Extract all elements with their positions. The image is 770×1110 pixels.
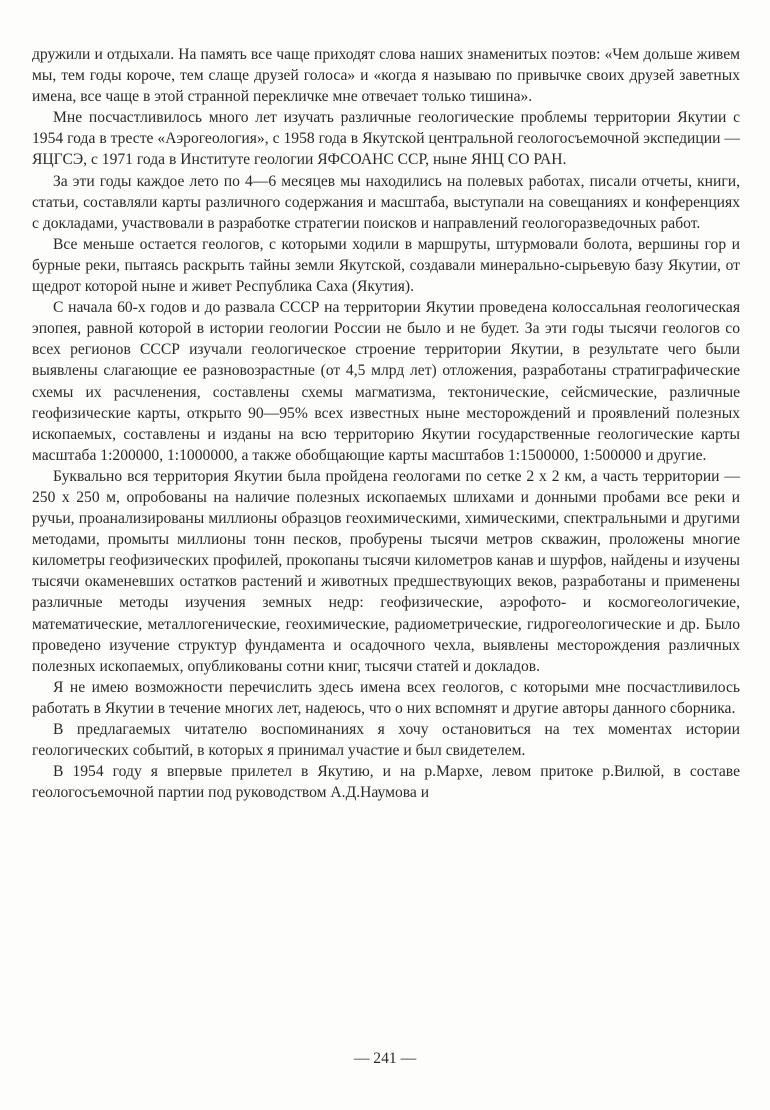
paragraph-5: С начала 60-х годов и до развала СССР на территории Якутии проведена колоссальная геологическая эпопея, равной которой в истории геологии России не было и не будет. За эти годы тысячи геологов со всех регионов СССР изучали геологическое строение территории Якутии, в результате чего были выявлены слагающие ее разновозрастные (от 4,5 млрд лет) отложения, разработаны стратиграфические схемы их расчленения, составлены схемы магматизма, тектонические, сейсмические, различные геофизические карты, открыто 90—95% всех известных ныне месторождений и проявлений полезных ископаемых, составлены и изданы на всю территорию Якутии государственные геологические карты масштаба 1:200000, 1:1000000, а также обобщающие карты масштабов 1:1500000, 1:500000 и другие. [32,299,740,464]
paragraph-8: В предлагаемых читателю воспоминаниях я хочу остановиться на тех моментах истории геологических событий, в которых я принимал участие и был свидетелем. [32,721,740,760]
paragraph-9: В 1954 году я впервые прилетел в Якутию, и на р.Мархе, левом притоке р.Вилюй, в составе геологосъемочной партии под руководством А.Д.Наумова и [32,763,740,802]
paragraph-4: Все меньше остается геологов, с которыми ходили в маршруты, штурмовали болота, вершины гор и бурные реки, пытаясь раскрыть тайны земли Якутской, создавали минерально-сырьевую базу Якутии, от щедрот которой ныне и живет Республика Саха (Якутия). [32,235,740,296]
page-number: — 241 — [353,1050,417,1067]
paragraph-1: дружили и отдыхали. На память все чаще приходят слова наших знаменитых поэтов: «Чем дольше живем мы, тем годы короче, тем слаще друзей голоса» и «когда я называю по привычке своих друзей заветных имена, все чаще в этой странной перекличке мне отвечает только тишина». [32,46,740,106]
paragraph-2: Мне посчастливилось много лет изучать различные геологические проблемы территории Якутии с 1954 года в тресте «Аэрогеология», с 1958 года в Якутской центральной геологосъемочной экспедиции — ЯЦГСЭ, с 1971 года в Институте геологии ЯФСОАНС ССР, ныне ЯНЦ СО РАН. [32,109,740,169]
paragraph-3: За эти годы каждое лето по 4—6 месяцев мы находились на полевых работах, писали отчеты, книги, статьи, составляли карты различного содержания и масштаба, выступали на совещаниях и конференциях с докладами, участвовали в разработке стратегии поисков и направлений геологоразведочных работ. [32,172,740,232]
body-text [32,44,740,803]
paragraph-7: Я не имею возможности перечислить здесь имена всех геологов, с которыми мне посчастливилось работать в Якутии в течение многих лет, надеюсь, что о них вспомнят и другие авторы данного сборника. [32,678,740,717]
paragraph-6: Буквально вся территория Якутии была пройдена геологами по сетке 2 х 2 км, а часть территории — 250 х 250 м, опробованы на наличие полезных ископаемых шлихами и донными пробами все реки и ручьи, проанализированы миллионы образцов геохимическими, химическими, спектральными и другими методами, промыты миллионы тонн песков, пробурены тысячи метров скважин, проложены многие километры геофизических профилей, прокопаны тысячи километров канав и шурфов, найдены и изучены тысячи окаменевших остатков растений и животных предшествующих веков, разработаны и применены различные методы изучения земных недр: геофизические, аэрофото- и космогеологичекие, математические, металлогенические, геохимические, радиометрические, гидрогеологические и др. Было проведено изучение структур фундамента и осадочного чехла, выявлены месторождения различных полезных ископаемых, опубликованы сотни книг, тысячи статей и докладов. [32,467,740,675]
